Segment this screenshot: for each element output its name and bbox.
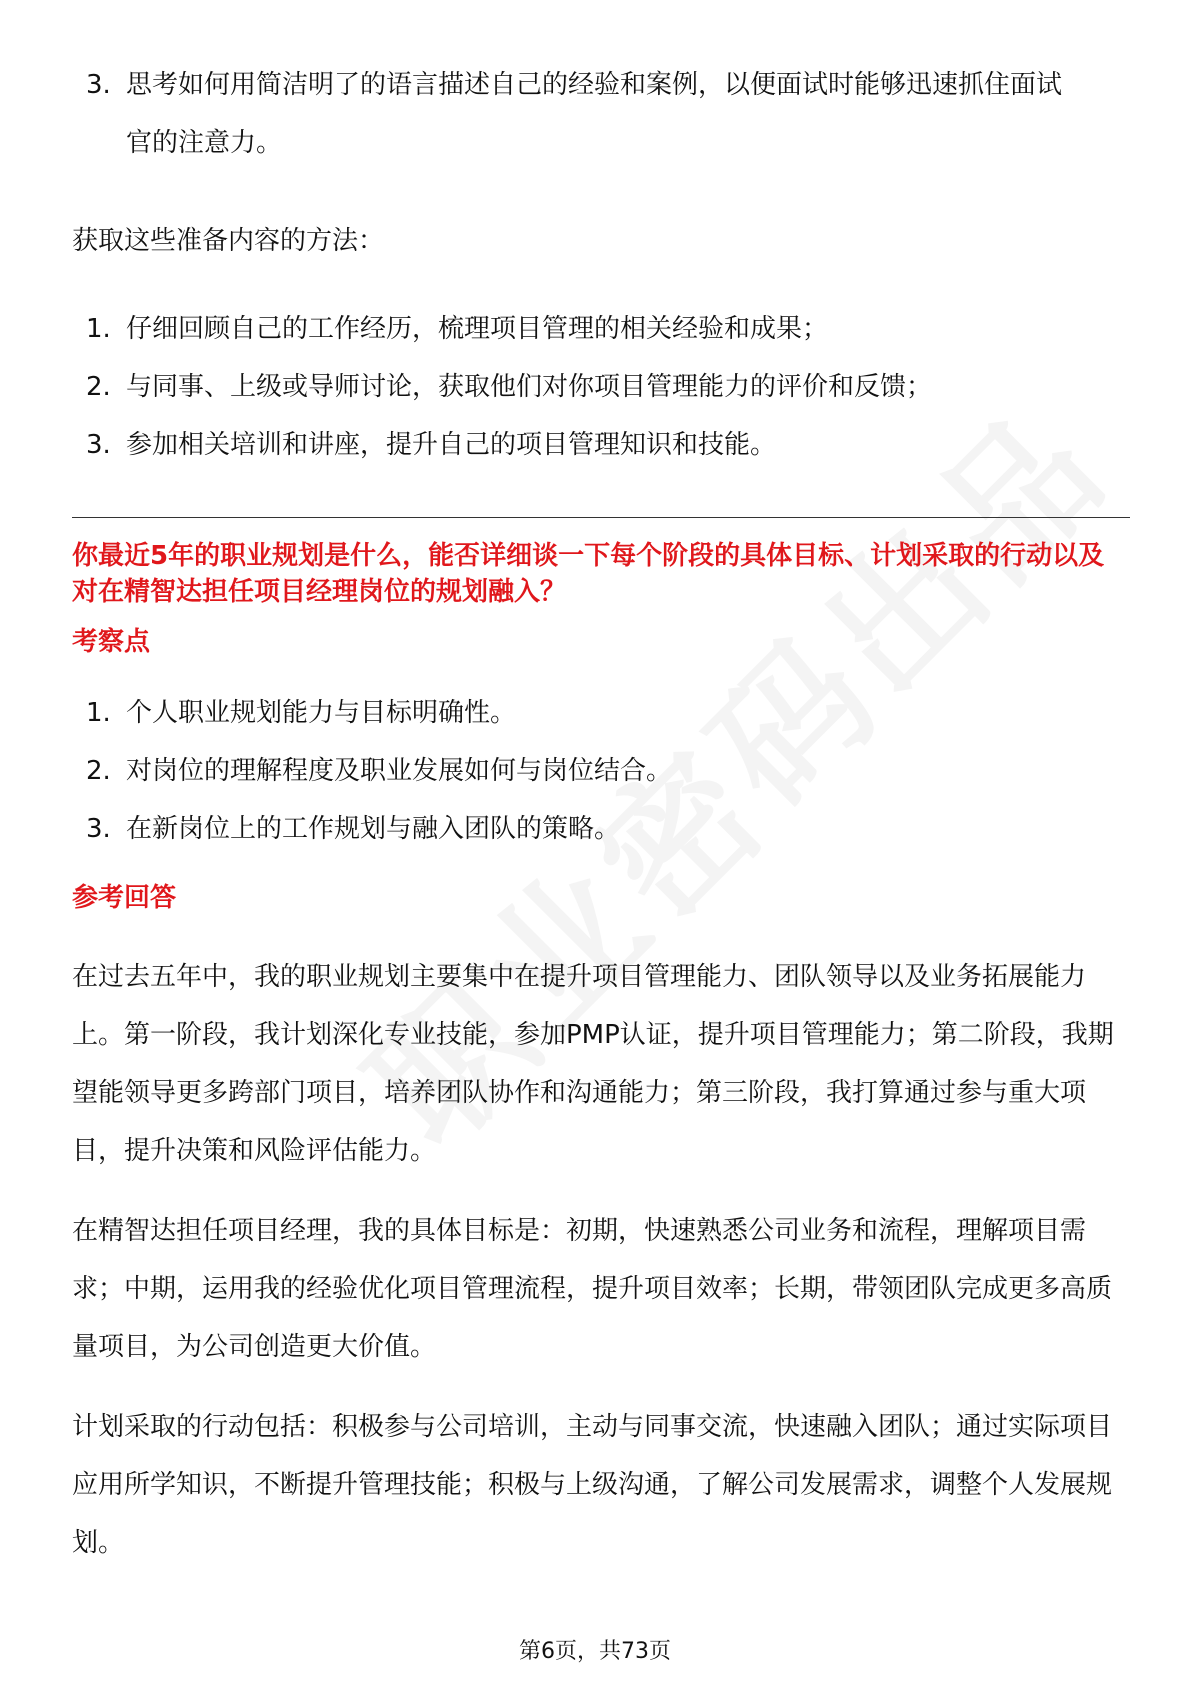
answer-paragraph: 计划采取的行动包括：积极参与公司培训，主动与同事交流，快速融入团队；通过实际项目应用所学知识，不断提升管理技能；积极与上级沟通，了解公司发展需求，调整个人发展规划。: [72, 1412, 1113, 1558]
list-number: 3.: [86, 70, 111, 100]
list-item: [72, 358, 1130, 416]
list-item: [72, 742, 1130, 800]
list-number: 2.: [86, 372, 111, 402]
list-text: 思考如何用简洁明了的语言描述自己的经验和案例，以便面试时能够迅速抓住面试官的注意力。: [126, 70, 1063, 158]
answer-paragraph: 在过去五年中，我的职业规划主要集中在提升项目管理能力、团队领导以及业务拓展能力上。第一阶段，我计划深化专业技能，参加PMP认证，提升项目管理能力；第二阶段，我期望能领导更多跨部门项目，培养团队协作和沟通能力；第三阶段，我打算通过参与重大项目，提升决策和风险评估能力。: [72, 962, 1114, 1166]
list-text: 在新岗位上的工作规划与融入团队的策略。: [126, 814, 621, 844]
list-number: 3.: [86, 814, 111, 844]
list-text: 对岗位的理解程度及职业发展如何与岗位结合。: [126, 756, 673, 786]
list-item: [72, 800, 1130, 858]
list-item: [72, 56, 1066, 172]
methods-heading: 获取这些准备内容的方法：: [72, 226, 385, 256]
list-item: [72, 416, 1130, 474]
list-text: 仔细回顾自己的工作经历，梳理项目管理的相关经验和成果；: [126, 314, 829, 344]
list-item: [72, 300, 1130, 358]
assessment-heading: 考察点: [72, 627, 151, 657]
list-item: [72, 684, 1130, 742]
list-number: 1.: [86, 698, 111, 728]
page-footer: 第6页，共73页: [519, 1639, 671, 1664]
list-number: 3.: [86, 430, 111, 460]
list-text: 个人职业规划能力与目标明确性。: [126, 698, 517, 728]
list-number: 2.: [86, 756, 111, 786]
answer-heading: 参考回答: [72, 883, 177, 913]
page-content: [72, 56, 1130, 1572]
list-text: 参加相关培训和讲座，提升自己的项目管理知识和技能。: [126, 430, 777, 460]
answer-paragraph: 在精智达担任项目经理，我的具体目标是：初期，快速熟悉公司业务和流程，理解项目需求；中期，运用我的经验优化项目管理流程，提升项目效率；长期，带领团队完成更多高质量项目，为公司创造更大价值。: [72, 1216, 1113, 1362]
list-number: 1.: [86, 314, 111, 344]
interview-question: 你最近5年的职业规划是什么，能否详细谈一下每个阶段的具体目标、计划采取的行动以及对在精智达担任项目经理岗位的规划融入？: [72, 541, 1105, 607]
list-text: 与同事、上级或导师讨论，获取他们对你项目管理能力的评价和反馈；: [126, 372, 933, 402]
